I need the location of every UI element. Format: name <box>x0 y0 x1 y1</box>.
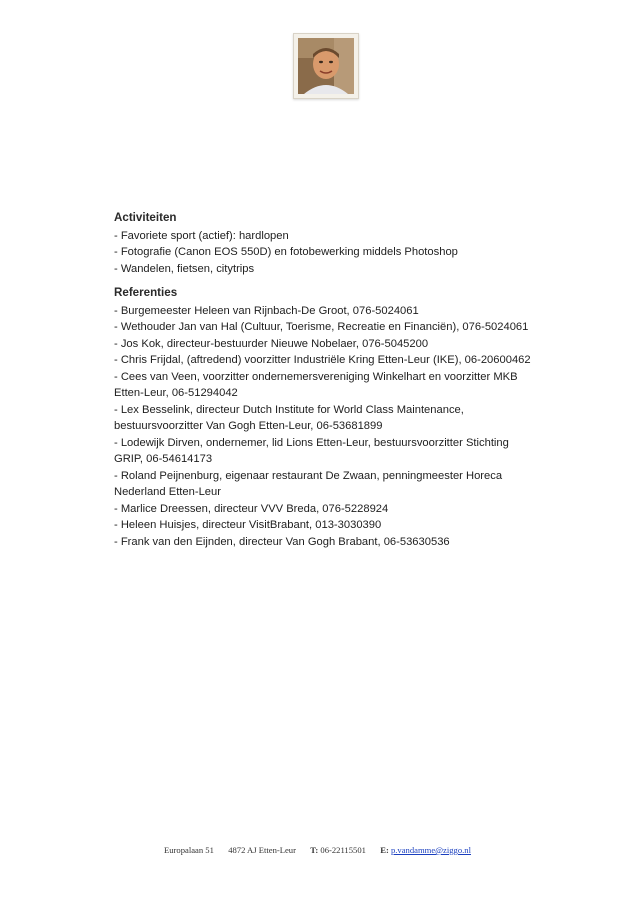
activiteit-item: - Wandelen, fietsen, citytrips <box>114 262 255 275</box>
referentie-item: bestuursvoorzitter Van Gogh Etten-Leur, 06-53681899 <box>114 420 383 432</box>
footer-email-label: E: <box>380 845 389 855</box>
footer-phone-label: T: <box>310 845 319 855</box>
referentie-item: Nederland Etten-Leur <box>114 486 221 498</box>
referentie-item: - Marlice Dreessen, directeur VVV Breda, 076-5228924 <box>114 502 389 515</box>
referentie-item: - Jos Kok, directeur-bestuurder Nieuwe Nobelaer, 076-5045200 <box>114 337 429 350</box>
footer-contact <box>164 845 471 855</box>
referenties-heading: Referenties <box>114 286 178 299</box>
footer-email-link[interactable]: p.vandamme@ziggo.nl <box>390 845 471 855</box>
profile-photo <box>293 33 359 99</box>
activiteit-item: - Fotografie (Canon EOS 550D) en fotobewerking middels Photoshop <box>114 246 458 258</box>
referentie-item: Etten-Leur, 06-51294042 <box>114 387 238 399</box>
referentie-item: - Cees van Veen, voorzitter ondernemersvereniging Winkelhart en voorzitter MKB <box>114 370 518 383</box>
referentie-item: - Roland Peijnenburg, eigenaar restaurant De Zwaan, penningmeester Horeca <box>114 469 503 482</box>
activiteit-item: - Favoriete sport (actief): hardlopen <box>114 229 289 242</box>
referentie-item: - Burgemeester Heleen van Rijnbach-De Groot, 076-5024061 <box>114 304 419 317</box>
referentie-item: GRIP, 06-54614173 <box>114 453 213 465</box>
referentie-item: - Wethouder Jan van Hal (Cultuur, Toerisme, Recreatie en Financiën), 076-5024061 <box>114 321 529 333</box>
referentie-item: - Chris Frijdal, (aftredend) voorzitter Industriële Kring Etten-Leur (IKE), 06-20600462 <box>114 354 531 366</box>
referentie-item: - Lodewijk Dirven, ondernemer, lid Lions Etten-Leur, bestuursvoorzitter Stichting <box>114 436 509 449</box>
portrait-image <box>298 38 354 94</box>
activiteiten-section <box>114 210 534 277</box>
footer-phone: 06-22115501 <box>320 845 366 855</box>
referenties-section <box>114 285 534 550</box>
referentie-item: - Lex Besselink, directeur Dutch Institute for World Class Maintenance, <box>114 403 464 416</box>
document-body <box>114 210 534 550</box>
footer-postcode: 4872 AJ Etten-Leur <box>228 845 296 855</box>
referentie-item: - Frank van den Eijnden, directeur Van Gogh Brabant, 06-53630536 <box>114 535 450 548</box>
footer-address: Europalaan 51 <box>164 845 214 855</box>
activiteiten-heading: Activiteiten <box>114 211 177 224</box>
referentie-item: - Heleen Huisjes, directeur VisitBrabant, 013-3030390 <box>114 519 382 531</box>
